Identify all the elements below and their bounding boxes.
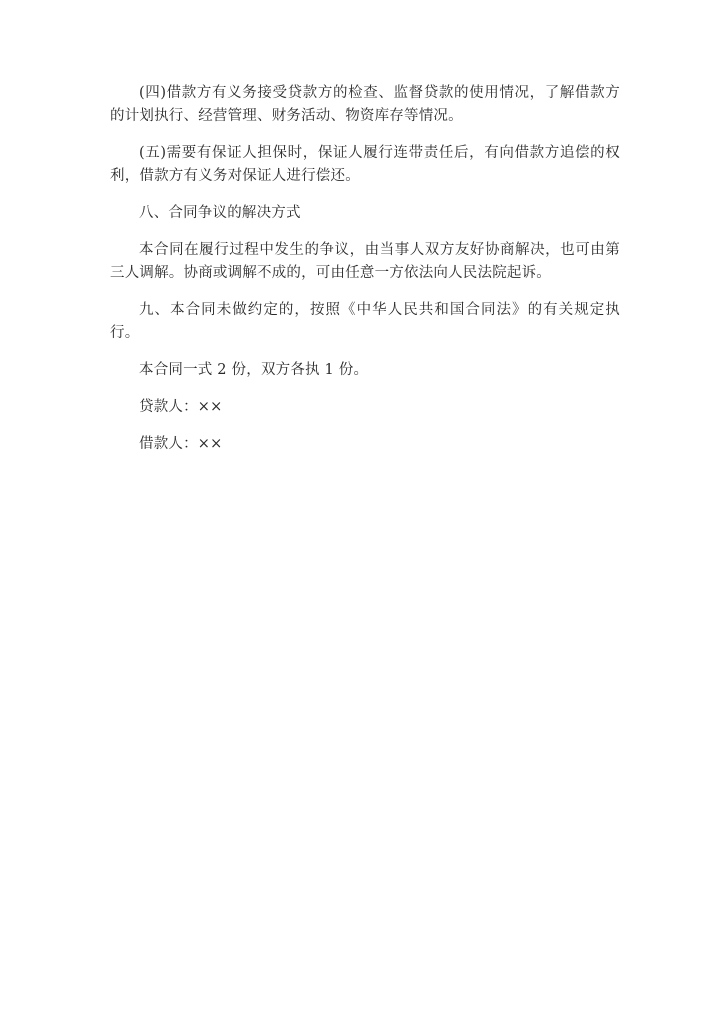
clause-unspecified-matters: 九、本合同未做约定的，按照《中华人民共和国合同法》的有关规定执行。 [110, 302, 620, 341]
section-heading-dispute-resolution: 八、合同争议的解决方式 [139, 205, 301, 221]
borrower-signature-line: 借款人：×× [139, 436, 223, 452]
lender-signature-line: 贷款人：×× [139, 399, 223, 415]
clause-guarantor-recourse: (五)需要有保证人担保时，保证人履行连带责任后，有向借款方追偿的权利，借款方有义务对保证人进行偿还。 [110, 145, 620, 184]
clause-dispute-resolution: 本合同在履行过程中发生的争议，由当事人双方友好协商解决，也可由第三人调解。协商或调解不成的，可由任意一方依法向人民法院起诉。 [110, 242, 620, 281]
document-body [110, 82, 620, 470]
clause-inspection-obligation: (四)借款方有义务接受贷款方的检查、监督贷款的使用情况，了解借款方的计划执行、经营管理、财务活动、物资库存等情况。 [110, 85, 620, 124]
clause-copies: 本合同一式 2 份，双方各执 1 份。 [139, 362, 369, 378]
